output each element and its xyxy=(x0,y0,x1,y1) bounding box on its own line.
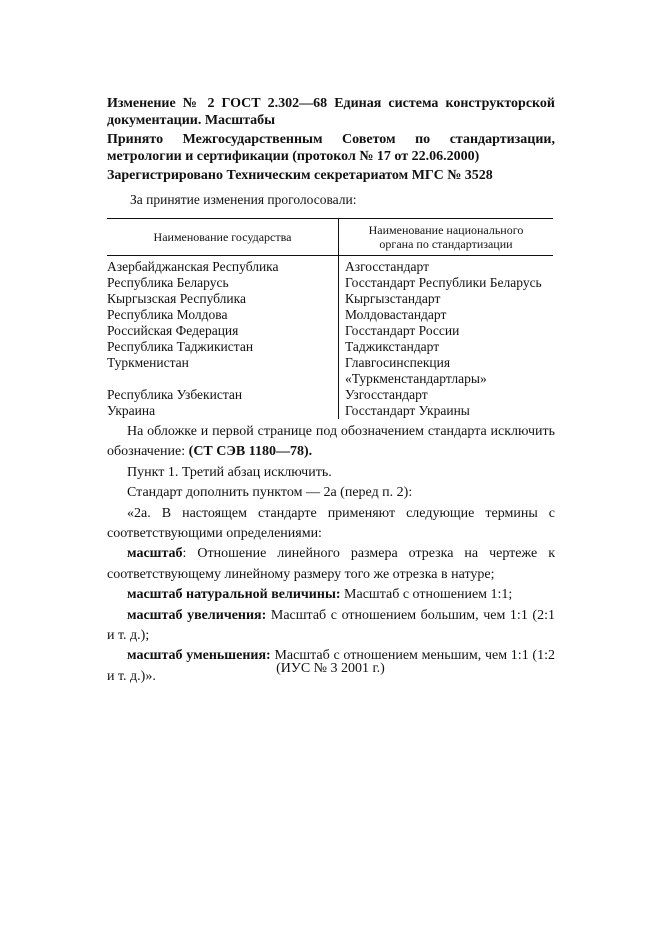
state-name: Республика Беларусь xyxy=(107,275,339,291)
col-state-header: Наименование государства xyxy=(107,219,339,256)
state-name: Украина xyxy=(107,403,339,419)
standards-body: Молдовастандарт xyxy=(345,307,447,322)
term-label: масштаб xyxy=(127,546,183,562)
vote-intro: За принятие изменения проголосовали: xyxy=(130,192,357,207)
publication-reference: (ИУС № 3 2001 г.) xyxy=(276,661,385,676)
table-row xyxy=(107,307,553,323)
removed-designation: (СТ СЭВ 1180—78). xyxy=(188,444,313,460)
term-definition: Масштаб с отношением меньшим, чем 1:1 (1:2 и т. д.)». xyxy=(107,648,555,684)
registration-note: Зарегистрировано Техническим секретариатом МГС № 3528 xyxy=(107,168,493,183)
adoption-note: Принято Межгосударственным Советом по стандартизации, метрологии и сертификации (протокол № 17 от 22.06.2000) xyxy=(107,132,555,164)
table-header-row xyxy=(107,219,553,256)
term-definition: Масштаб с отношением 1:1; xyxy=(340,587,513,603)
term-definition: : Отношение линейного размера отрезка на чертеже к соответствующему линейному размеру того же отрезка в натуре; xyxy=(107,546,555,582)
states-table xyxy=(107,218,553,419)
standards-body: Госстандарт Украины xyxy=(345,403,470,418)
term-enlargement-scale xyxy=(107,606,555,647)
state-name: Туркменистан xyxy=(107,355,339,387)
table-row xyxy=(107,323,553,339)
state-name: Республика Таджикистан xyxy=(107,339,339,355)
table-row xyxy=(107,403,553,419)
state-name: Республика Молдова xyxy=(107,307,339,323)
paragraph-cover-text: На обложке и первой странице под обозначением стандарта исключить обозначение: xyxy=(107,424,555,460)
state-name: Азербайджанская Республика xyxy=(107,256,339,276)
term-definition: Масштаб с отношением большим, чем 1:1 (2:1 и т. д.); xyxy=(107,607,555,644)
standards-body: Узгосстандарт xyxy=(345,387,428,402)
col-body-header xyxy=(339,219,554,256)
table-row xyxy=(107,291,553,307)
col-body-header-line1: Наименование национального xyxy=(368,223,524,237)
term-label: масштаб уменьшения: xyxy=(127,648,271,664)
table-row xyxy=(107,339,553,355)
state-name: Российская Федерация xyxy=(107,323,339,339)
amendment-title: Изменение № 2 ГОСТ 2.302—68 Единая система конструкторской документации. Масштабы xyxy=(107,96,555,128)
table-row xyxy=(107,275,553,291)
standards-body: Госстандарт России xyxy=(345,323,460,338)
paragraph-item1: Пункт 1. Третий абзац исключить. xyxy=(127,464,332,480)
table-row xyxy=(107,256,553,276)
standards-body: Азгосстандарт xyxy=(345,259,429,274)
term-full-size-scale xyxy=(107,585,555,605)
term-label: масштаб увеличения: xyxy=(127,607,267,623)
state-name: Кыргызская Республика xyxy=(107,291,339,307)
standards-body: Таджикстандарт xyxy=(345,339,440,354)
term-scale xyxy=(107,544,555,585)
table-row xyxy=(107,387,553,403)
col-body-header-line2: органа по стандартизации xyxy=(379,237,513,251)
paragraph-2a: «2а. В настоящем стандарте применяют следующие термины с соответствующими определениями: xyxy=(107,505,555,542)
paragraph-add-item: Стандарт дополнить пунктом — 2а (перед п. 2): xyxy=(127,485,413,501)
state-name: Республика Узбекистан xyxy=(107,387,339,403)
term-label: масштаб натуральной величины: xyxy=(127,587,341,603)
table-row xyxy=(107,355,553,387)
standards-body: Госстандарт Республики Беларусь xyxy=(345,275,542,290)
standards-body: Кыргызстандарт xyxy=(345,291,441,306)
paragraph-cover xyxy=(107,422,555,463)
standards-body: Главгосинспекция «Туркменстандартлары» xyxy=(345,355,487,386)
amendment-body xyxy=(107,422,555,687)
